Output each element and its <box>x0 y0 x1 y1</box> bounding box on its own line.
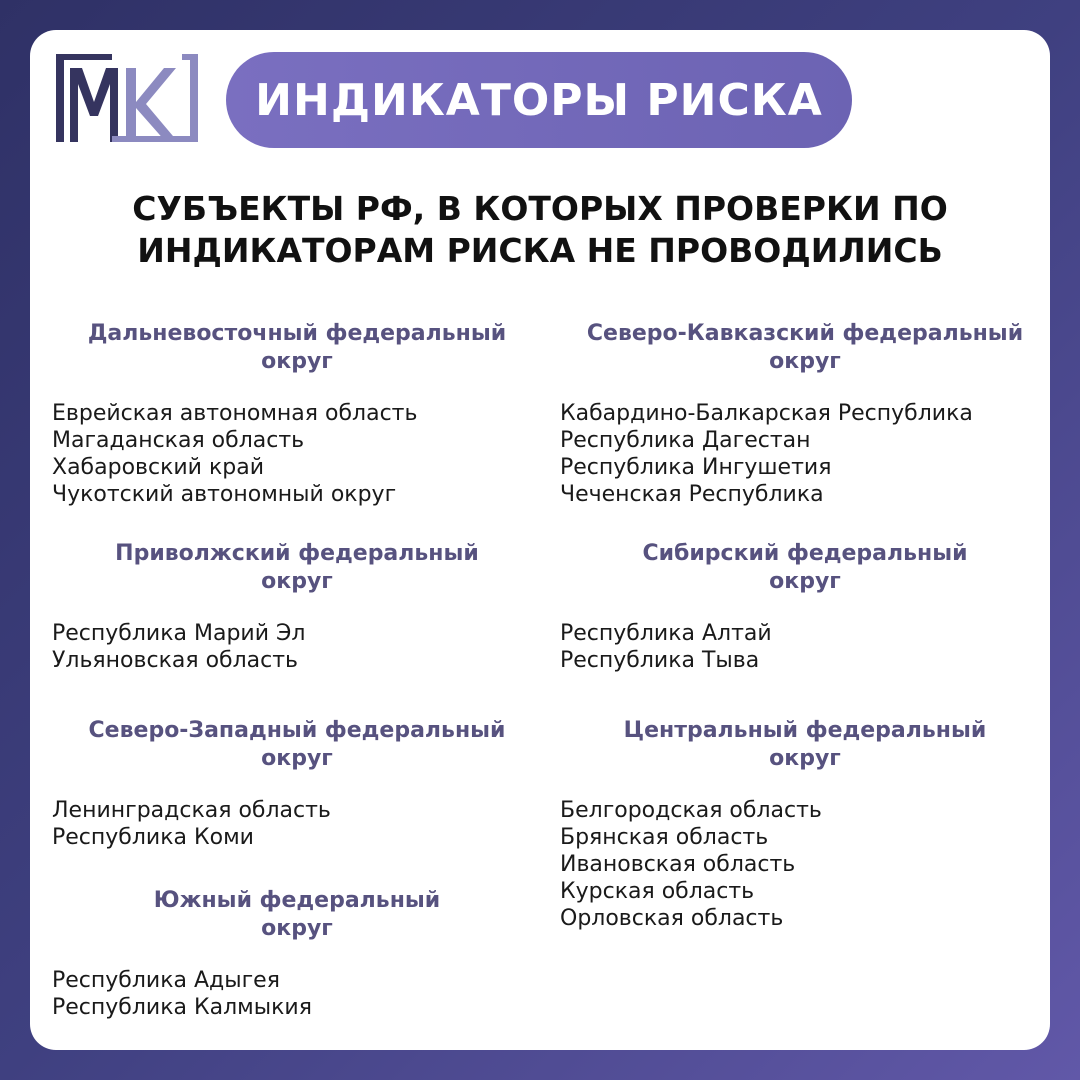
district-title-line-2: округ <box>261 349 333 374</box>
district-title-line-1: Северо-Кавказский федеральный <box>586 321 1024 346</box>
region-item: Чеченская Республика <box>560 482 824 507</box>
region-item: Курская область <box>560 879 755 904</box>
region-item: Ленинградская область <box>52 798 331 823</box>
district-title-line-1: Южный федеральный <box>153 888 441 913</box>
region-list <box>52 967 542 1021</box>
region-item: Ивановская область <box>560 852 796 877</box>
region-item: Республика Марий Эл <box>52 621 306 646</box>
region-item: Республика Алтай <box>560 621 772 646</box>
region-item: Республика Калмыкия <box>52 995 312 1020</box>
district-north-western <box>52 717 542 851</box>
district-title-line-1: Дальневосточный федеральный <box>87 321 507 346</box>
district-title <box>52 540 542 596</box>
district-far-eastern <box>52 320 542 508</box>
region-item: Брянская область <box>560 825 769 850</box>
district-southern <box>52 887 542 1021</box>
region-list <box>52 620 542 674</box>
district-title <box>560 320 1050 376</box>
district-title-line-2: округ <box>261 746 333 771</box>
district-central <box>560 717 1050 932</box>
district-title-line-2: округ <box>769 746 841 771</box>
heading-line-2: ИНДИКАТОРАМ РИСКА НЕ ПРОВОДИЛИСЬ <box>137 231 943 270</box>
region-item: Республика Дагестан <box>560 428 811 453</box>
heading-line-1: СУБЪЕКТЫ РФ, В КОТОРЫХ ПРОВЕРКИ ПО <box>132 189 948 228</box>
region-item: Хабаровский край <box>52 455 264 480</box>
district-title-line-2: округ <box>261 916 333 941</box>
page-heading <box>30 188 1050 272</box>
district-title <box>560 540 1050 596</box>
district-title <box>52 320 542 376</box>
header-pill <box>226 52 852 148</box>
region-item: Республика Ингушетия <box>560 455 832 480</box>
region-item: Ульяновская область <box>52 648 299 673</box>
region-list <box>52 400 542 508</box>
district-title-line-1: Приволжский федеральный <box>115 541 479 566</box>
region-item: Чукотский автономный округ <box>52 482 397 507</box>
region-item: Кабардино-Балкарская Республика <box>560 401 973 426</box>
header-pill-label: ИНДИКАТОРЫ РИСКА <box>255 74 823 126</box>
district-title <box>52 717 542 773</box>
district-title-line-1: Центральный федеральный <box>623 718 987 743</box>
district-north-caucasian <box>560 320 1050 508</box>
region-item: Белгородская область <box>560 798 822 823</box>
district-title-line-2: округ <box>769 569 841 594</box>
region-list <box>52 797 542 851</box>
region-item: Еврейская автономная область <box>52 401 418 426</box>
region-list <box>560 797 1050 932</box>
district-title <box>560 717 1050 773</box>
info-card <box>30 30 1050 1050</box>
region-item: Магаданская область <box>52 428 305 453</box>
district-title-line-2: округ <box>261 569 333 594</box>
mk-logo <box>52 50 202 146</box>
district-title-line-1: Сибирский федеральный <box>642 541 968 566</box>
region-item: Республика Адыгея <box>52 968 280 993</box>
district-siberian <box>560 540 1050 674</box>
region-item: Республика Тыва <box>560 648 760 673</box>
district-title-line-2: округ <box>769 349 841 374</box>
region-item: Орловская область <box>560 906 784 931</box>
region-list <box>560 400 1050 508</box>
district-title <box>52 887 542 943</box>
district-volga <box>52 540 542 674</box>
region-list <box>560 620 1050 674</box>
region-item: Республика Коми <box>52 825 254 850</box>
district-title-line-1: Северо-Западный федеральный <box>88 718 506 743</box>
